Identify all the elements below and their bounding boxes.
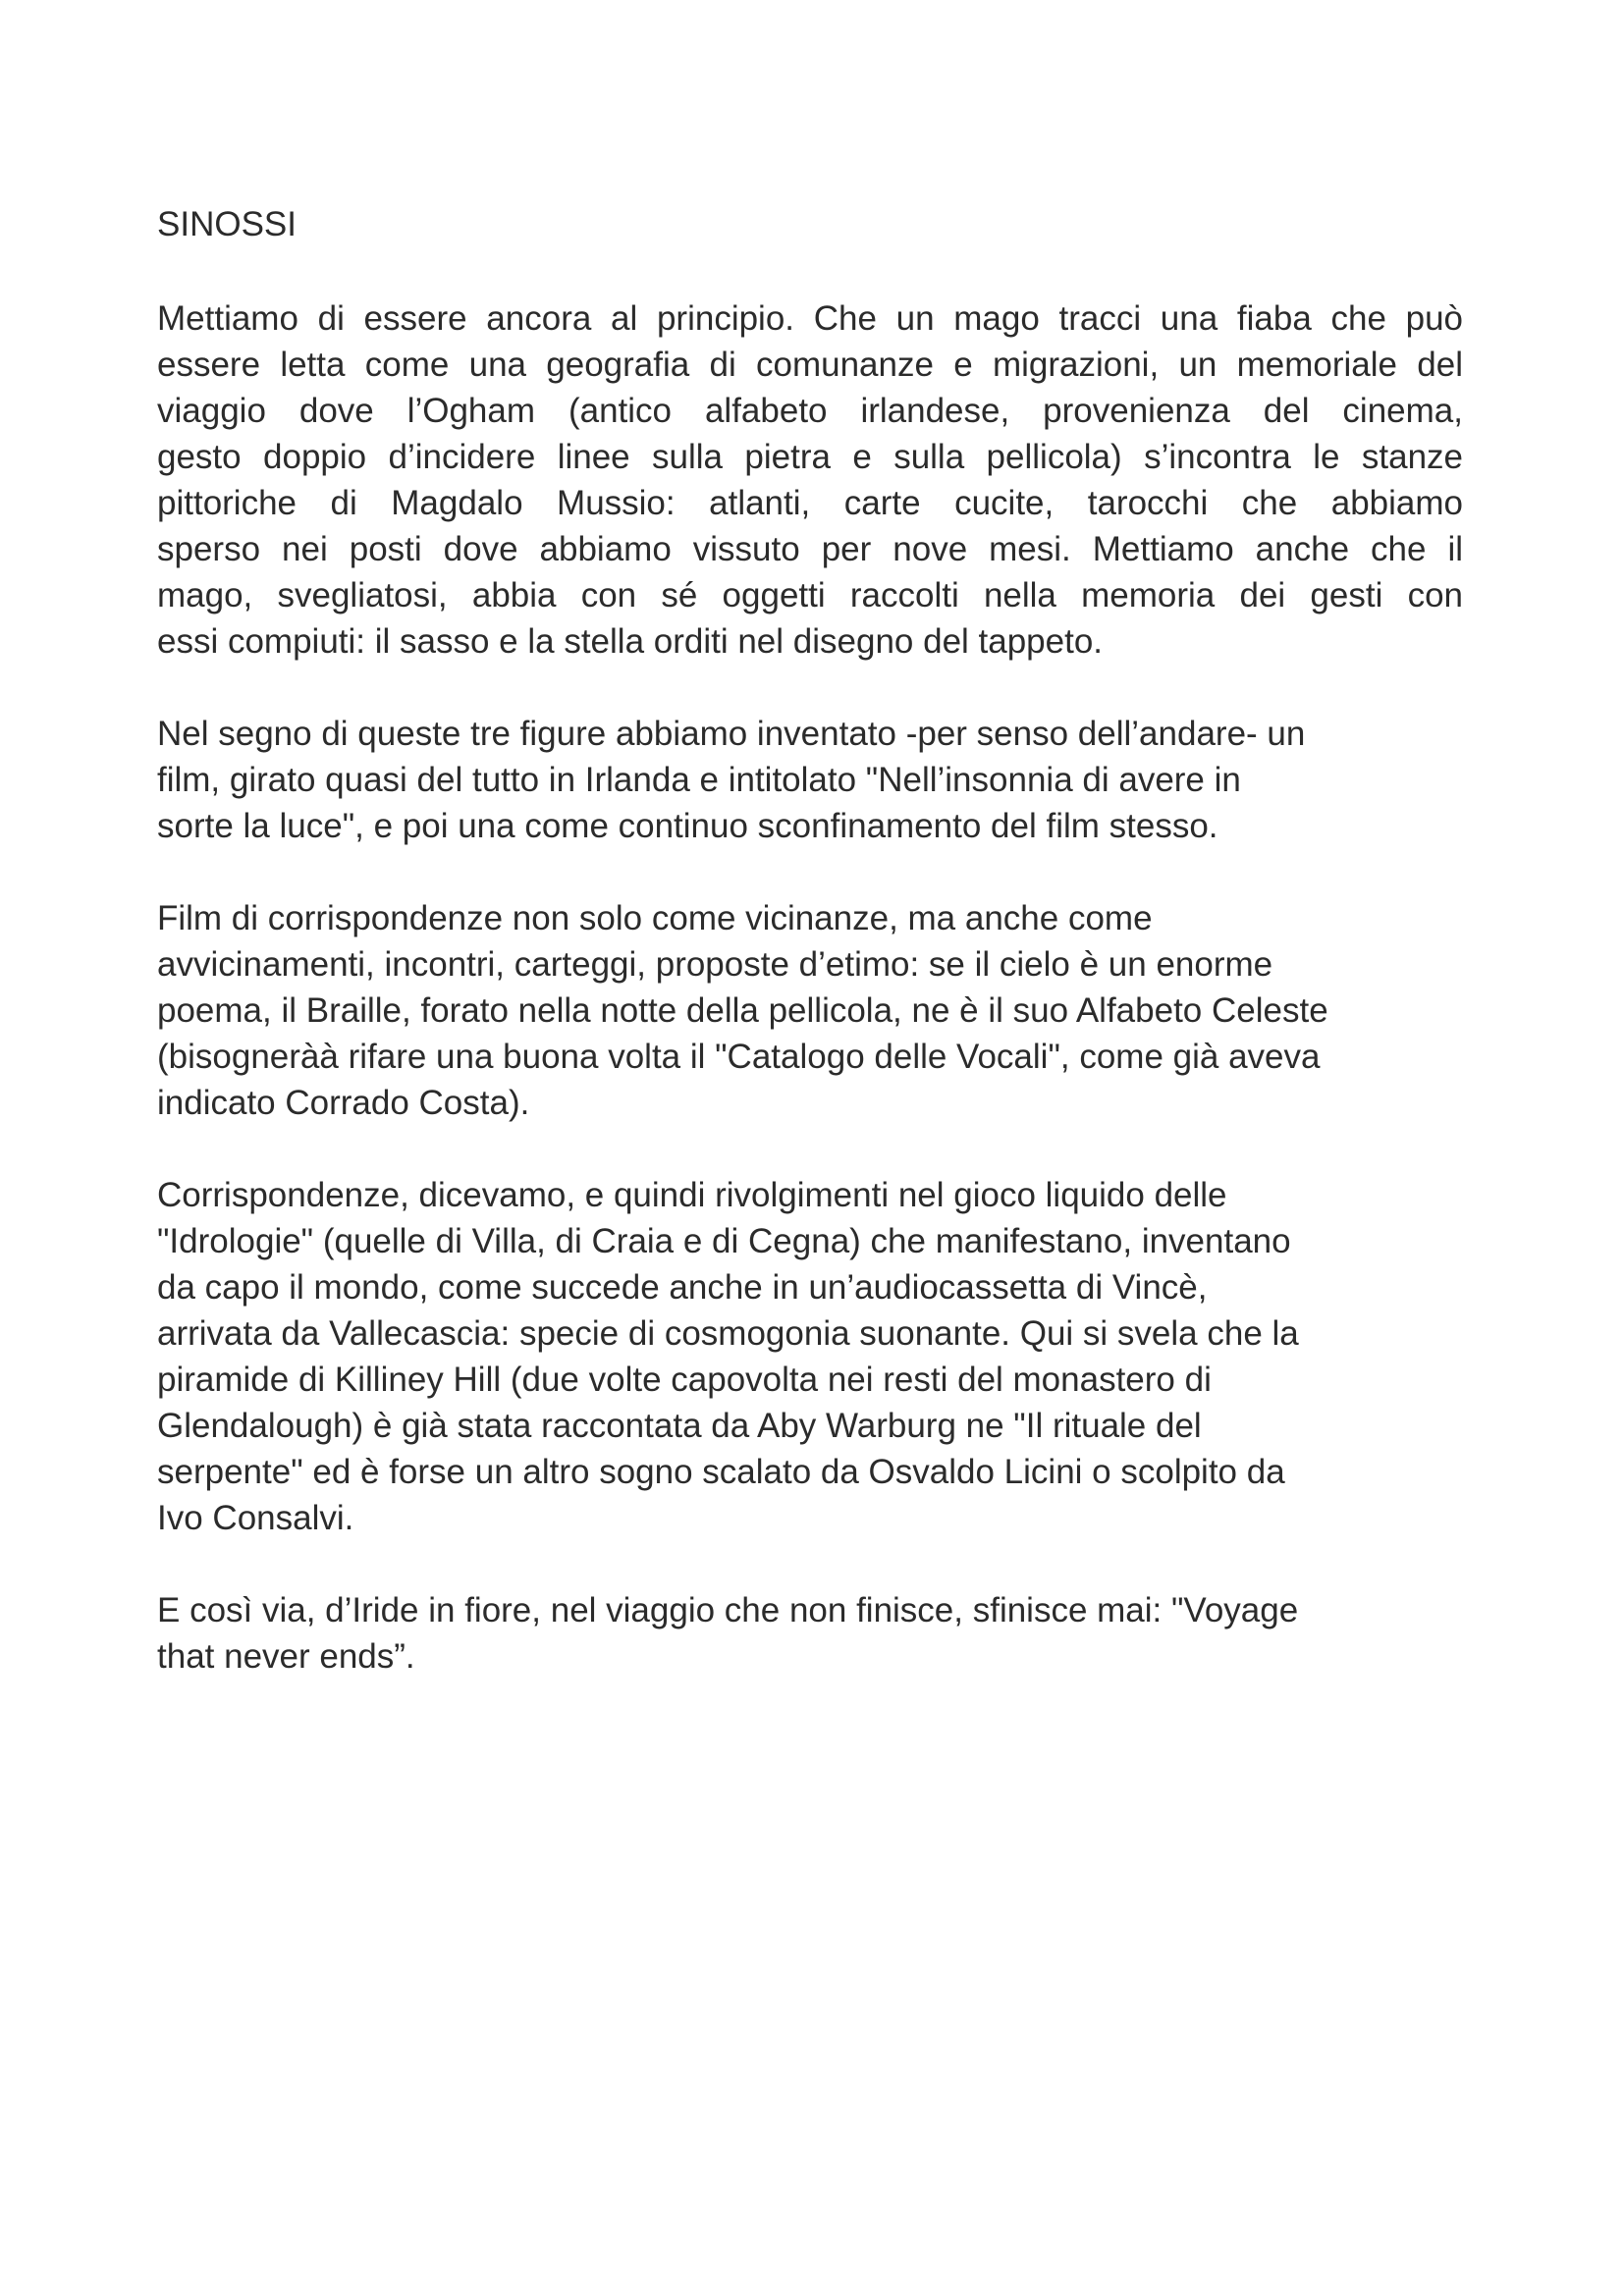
text-line: da capo il mondo, come succede anche in un’audiocassetta di Vincè, [157,1268,1208,1307]
paragraph [157,1587,1463,1680]
document-page [157,201,1463,1726]
paragraph [157,711,1463,849]
text-line: viaggio dove l’Ogham (antico alfabeto irlandese, provenienza del cinema, [157,392,1463,430]
document-body [157,295,1463,1680]
text-line: sperso nei posti dove abbiamo vissuto per nove mesi. Mettiamo anche che il [157,530,1463,568]
text-line: (bisogneràà rifare una buona volta il "Catalogo delle Vocali", come già aveva [157,1038,1321,1076]
text-line: piramide di Killiney Hill (due volte capovolta nei resti del monastero di [157,1361,1212,1399]
text-line: serpente" ed è forse un altro sogno scalato da Osvaldo Licini o scolpito da [157,1453,1285,1491]
text-line: mago, svegliatosi, abbia con sé oggetti raccolti nella memoria dei gesti con [157,576,1463,614]
text-line: arrivata da Vallecascia: specie di cosmogonia suonante. Qui si svela che la [157,1314,1299,1353]
text-line: indicato Corrado Costa). [157,1084,530,1122]
text-line: avvicinamenti, incontri, carteggi, proposte d’etimo: se il cielo è un enorme [157,945,1273,984]
text-line: Corrispondenze, dicevamo, e quindi rivolgimenti nel gioco liquido delle [157,1176,1227,1214]
text-line: Ivo Consalvi. [157,1499,354,1537]
text-line: E così via, d’Iride in fiore, nel viaggio che non finisce, sfinisce mai: "Voyage [157,1591,1299,1629]
text-line: poema, il Braille, forato nella notte della pellicola, ne è il suo Alfabeto Celeste [157,991,1328,1030]
paragraph [157,1172,1463,1541]
text-line: Nel segno di queste tre figure abbiamo inventato -per senso dell’andare- un [157,715,1306,753]
text-line: gesto doppio d’incidere linee sulla pietra e sulla pellicola) s’incontra le stanze [157,438,1463,476]
text-line: essere letta come una geografia di comunanze e migrazioni, un memoriale del [157,346,1463,384]
text-line: pittoriche di Magdalo Mussio: atlanti, carte cucite, tarocchi che abbiamo [157,484,1463,522]
text-line: Film di corrispondenze non solo come vicinanze, ma anche come [157,899,1153,937]
text-line: "Idrologie" (quelle di Villa, di Craia e di Cegna) che manifestano, inventano [157,1222,1291,1260]
paragraph [157,295,1463,665]
text-line: essi compiuti: il sasso e la stella orditi nel disegno del tappeto. [157,622,1104,661]
text-line: film, girato quasi del tutto in Irlanda e intitolato "Nell’insonnia di avere in [157,761,1241,799]
text-line: that never ends”. [157,1637,415,1676]
text-line: Glendalough) è già stata raccontata da Aby Warburg ne "Il rituale del [157,1407,1202,1445]
text-line: Mettiamo di essere ancora al principio. Che un mago tracci una fiaba che può [157,299,1463,338]
document-title: SINOSSI [157,205,297,243]
paragraph [157,895,1463,1126]
text-line: sorte la luce", e poi una come continuo sconfinamento del film stesso. [157,807,1218,845]
